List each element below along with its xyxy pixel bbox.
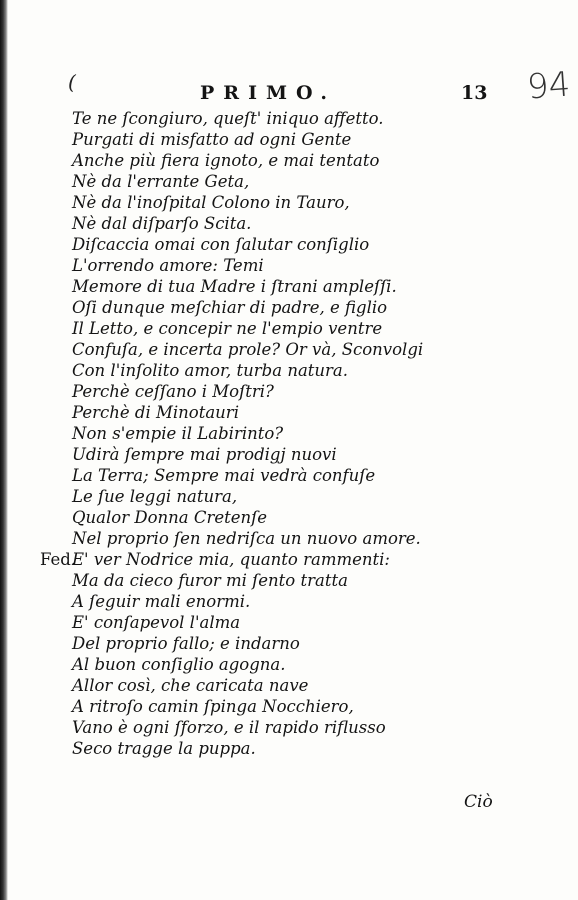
- verse-text: Oſi dunque meſchiar di padre, e figlio: [72, 298, 388, 317]
- verse-text: Allor così, che caricata nave: [72, 676, 309, 695]
- page-number: 13: [461, 82, 488, 104]
- verse-text: Perchè di Minotauri: [72, 403, 239, 422]
- verse-text: Non s'empie il Labirinto?: [72, 424, 284, 443]
- handwritten-page-number: 94: [525, 64, 572, 108]
- verse-text: La Terra; Sempre mai vedrà confuſe: [72, 466, 376, 485]
- verse-line: [44, 465, 544, 486]
- verse-line: [44, 444, 544, 465]
- verse-text: Purgati di misfatto ad ogni Gente: [72, 130, 352, 149]
- verse-line: [44, 675, 544, 696]
- verse-text: Diſcaccia omai con ſalutar conſiglio: [72, 235, 370, 254]
- verse-text: Anche più fiera ignoto, e mai tentato: [72, 151, 380, 170]
- verse-text: Ma da cieco furor mi ſento tratta: [72, 571, 348, 590]
- verse-line: [44, 696, 544, 717]
- verse-line: [44, 633, 544, 654]
- verse-line: [44, 150, 544, 171]
- verse-line: [44, 738, 544, 759]
- verse-line: [44, 591, 544, 612]
- corner-mark: (: [68, 70, 76, 94]
- verse-text: Nè da l'errante Geta,: [72, 172, 250, 191]
- verse-line: [44, 612, 544, 633]
- verse-text: Vano è ogni ſforzo, e il rapido riflusso: [72, 718, 386, 737]
- verse-text: Del proprio fallo; e indarno: [72, 634, 300, 653]
- verse-text: Le ſue leggi natura,: [72, 487, 238, 506]
- verse-line: [44, 717, 544, 738]
- verse-line: [44, 360, 544, 381]
- verse-text: E' ver Nodrice mia, quanto rammenti:: [72, 550, 390, 569]
- verse-text-block: [40, 108, 544, 759]
- verse-text: Qualor Donna Cretenſe: [72, 508, 268, 527]
- verse-text: Seco tragge la puppa.: [72, 739, 256, 758]
- verse-text: Nè dal diſparſo Scita.: [72, 214, 252, 233]
- verse-text: Nè da l'inoſpital Colono in Tauro,: [72, 193, 350, 212]
- page-spine-edge: [0, 0, 8, 900]
- verse-line: [44, 339, 544, 360]
- verse-text: Confuſa, e incerta prole? Or và, Sconvolgi: [72, 340, 424, 359]
- verse-line: [44, 486, 544, 507]
- verse-text: Perchè ceſſano i Moſtri?: [72, 382, 274, 401]
- verse-line: [44, 654, 544, 675]
- verse-text: Memore di tua Madre i ſtrani ampleſſi.: [72, 277, 397, 296]
- verse-line: [44, 423, 544, 444]
- verse-line: [44, 171, 544, 192]
- verse-line: [40, 549, 544, 570]
- verse-line: [44, 108, 544, 129]
- verse-text: Con l'inſolito amor, turba natura.: [72, 361, 349, 380]
- verse-line: [44, 129, 544, 150]
- verse-line: [44, 234, 544, 255]
- verse-text: Il Letto, e concepir ne l'empio ventre: [72, 319, 383, 338]
- speaker-label: Fed.: [40, 550, 77, 569]
- verse-line: [44, 255, 544, 276]
- verse-text: E' conſapevol l'alma: [72, 613, 241, 632]
- verse-line: [44, 570, 544, 591]
- catchword: Ciò: [464, 792, 493, 812]
- verse-line: [44, 213, 544, 234]
- verse-text: A ritroſo camin ſpinga Nocchiero,: [72, 697, 354, 716]
- verse-line: [44, 402, 544, 423]
- verse-text: Te ne ſcongiuro, queſt' iniquo affetto.: [72, 109, 384, 128]
- verse-text: A ſeguir mali enormi.: [72, 592, 251, 611]
- verse-text: Al buon conſiglio agogna.: [72, 655, 286, 674]
- running-head: PRIMO.: [200, 82, 337, 104]
- verse-line: [44, 276, 544, 297]
- verse-line: [44, 297, 544, 318]
- verse-text: L'orrendo amore: Temi: [72, 256, 264, 275]
- verse-line: [44, 381, 544, 402]
- verse-line: [44, 528, 544, 549]
- verse-text: Udirà ſempre mai prodigj nuovi: [72, 445, 337, 464]
- verse-line: [44, 318, 544, 339]
- verse-text: Nel proprio ſen nedriſca un nuovo amore.: [72, 529, 421, 548]
- verse-line: [44, 507, 544, 528]
- verse-line: [44, 192, 544, 213]
